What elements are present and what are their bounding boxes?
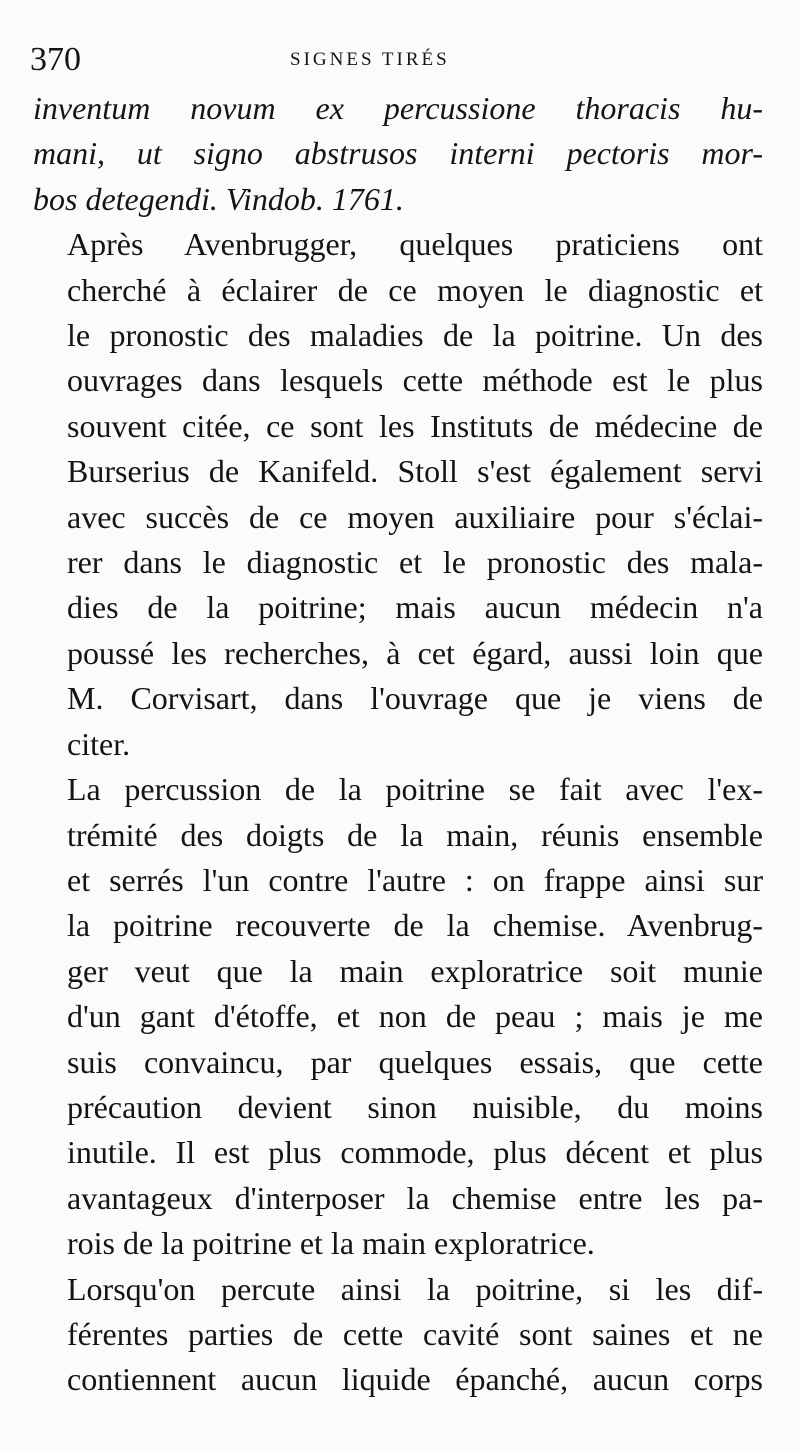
text-line: trémité des doigts de la main, réunis ensemble xyxy=(67,816,763,853)
text-line: rois de la poitrine et la main exploratrice. xyxy=(67,1225,595,1262)
text-line: souvent citée, ce sont les Instituts de médecine de xyxy=(67,407,763,444)
running-head: SIGNES TIRÉS xyxy=(290,49,450,70)
text-line: et serrés l'un contre l'autre : on frappe ainsi sur xyxy=(67,861,763,898)
paragraph xyxy=(33,1267,763,1403)
text-line: mani, ut signo abstrusos interni pectoris mor- xyxy=(33,135,763,172)
text-line: La percussion de la poitrine se fait avec l'ex- xyxy=(67,771,763,808)
paragraph xyxy=(33,767,763,1266)
text-line: M. Corvisart, dans l'ouvrage que je viens de xyxy=(67,680,763,717)
text-line: avec succès de ce moyen auxiliaire pour s'éclai- xyxy=(67,498,763,535)
text-line: Lorsqu'on percute ainsi la poitrine, si les dif- xyxy=(67,1270,763,1307)
paragraph xyxy=(33,222,763,767)
text-line: citer. xyxy=(67,725,131,762)
text-line: ouvrages dans lesquels cette méthode est le plus xyxy=(67,362,763,399)
text-line: d'un gant d'étoffe, et non de peau ; mais je me xyxy=(67,998,763,1035)
text-line: Après Avenbrugger, quelques praticiens ont xyxy=(67,226,763,263)
text-line: avantageux d'interposer la chemise entre les pa- xyxy=(67,1179,763,1216)
text-line: suis convaincu, par quelques essais, que cette xyxy=(67,1043,763,1080)
text-line: bos detegendi. Vindob. 1761. xyxy=(33,180,404,217)
text-line: précaution devient sinon nuisible, du moins xyxy=(67,1088,763,1125)
text-line: le pronostic des maladies de la poitrine. Un des xyxy=(67,317,763,354)
paragraph xyxy=(33,86,763,222)
text-line: dies de la poitrine; mais aucun médecin n'a xyxy=(67,589,763,626)
text-line: contiennent aucun liquide épanché, aucun corps xyxy=(67,1361,763,1398)
text-line: inventum novum ex percussione thoracis hu- xyxy=(33,90,763,126)
text-line: la poitrine recouverte de la chemise. Avenbrug- xyxy=(67,907,763,944)
page-header xyxy=(30,40,770,80)
body-text xyxy=(33,86,763,1403)
text-line: cherché à éclairer de ce moyen le diagnostic et xyxy=(67,271,763,308)
text-line: férentes parties de cette cavité sont saines et ne xyxy=(67,1315,763,1352)
text-line: rer dans le diagnostic et le pronostic des mala- xyxy=(67,544,763,581)
page-number: 370 xyxy=(30,41,81,78)
text-line: ger veut que la main exploratrice soit munie xyxy=(67,952,763,989)
text-line: inutile. Il est plus commode, plus décent et plus xyxy=(67,1134,763,1171)
text-line: Burserius de Kanifeld. Stoll s'est également servi xyxy=(67,453,763,490)
text-line: poussé les recherches, à cet égard, aussi loin que xyxy=(67,634,763,671)
